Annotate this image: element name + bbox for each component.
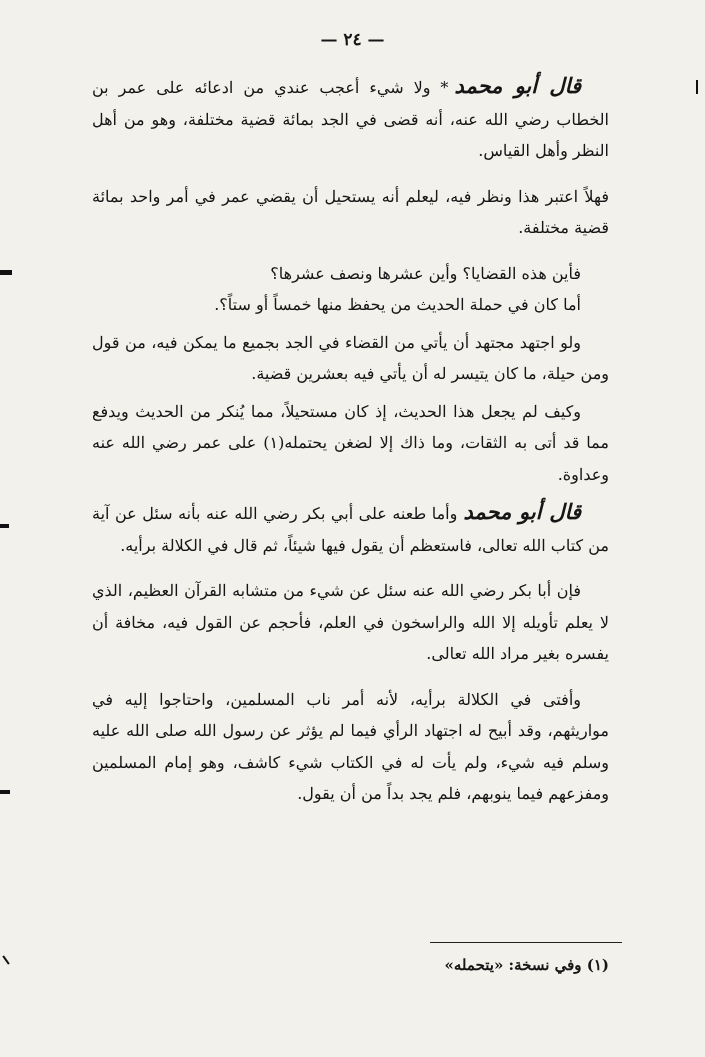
footnote-divider bbox=[430, 942, 622, 943]
speaker-label: قال أبو محمد bbox=[463, 499, 582, 524]
paragraph-1 bbox=[92, 70, 609, 167]
speaker-label: قال أبو محمد bbox=[454, 73, 582, 98]
paragraph-6: وكيف لم يجعل هذا الحديث، إذ كان مستحيلاً، مما يُنكر من الحديث ويدفع مما قد أتى به الثقات، وما ذاك إلا لضغن يحتمله(١) على عمر رضي الله عنه وعداوة. bbox=[92, 401, 609, 484]
paragraph-7 bbox=[92, 496, 609, 561]
scan-mark bbox=[0, 790, 10, 794]
paragraph-4: أما كان في حملة الحديث من يحفظ منها خمساً أو ستاً؟. bbox=[214, 295, 581, 314]
main-text bbox=[92, 70, 609, 810]
scan-mark bbox=[0, 270, 12, 275]
paragraph-text: وأما طعنه على أبي بكر رضي الله عنه بأنه سئل عن آية من كتاب الله تعالى، فاستعظم أن يقول فيها شيئاً، ثم قال في الكلالة برأيه. bbox=[92, 504, 609, 555]
scan-mark bbox=[696, 80, 698, 94]
paragraph-5: ولو اجتهد مجتهد أن يأتي من القضاء في الجد بجميع ما يمكن فيه، من قول ومن حيلة، ما كان يتيسر له أن يأتي فيه بعشرين قضية. bbox=[92, 332, 609, 383]
page-number: — ٢٤ — bbox=[320, 30, 385, 50]
footnote: (١) وفي نسخة: «يتحمله» bbox=[444, 956, 609, 974]
scan-mark bbox=[0, 524, 9, 528]
paragraph-8: فإن أبا بكر رضي الله عنه سئل عن شيء من متشابه القرآن العظيم، الذي لا يعلم تأويله إلا الله والراسخون في العلم، فأحجم عن القول فيه، مخافة أن يفسره بغير مراد الله تعالى. bbox=[92, 581, 609, 663]
paragraph-text: * ولا شيء أعجب عندي من ادعائه على عمر بن الخطاب رضي الله عنه، أنه قضى في الجد بمائة قضية مختلفة، وهو من أهل النظر وأهل القياس. bbox=[92, 78, 610, 160]
scan-mark bbox=[2, 955, 9, 964]
paragraph-9: وأفتى في الكلالة برأيه، لأنه أمر ناب المسلمين، واحتاجوا إليه في مواريثهم، وقد أبيح له اجتهاد الرأي فيما لم يؤثر عن رسول الله صلى الله عليه وسلم فيه شيء، ولم يأت له في الكتاب شيء كاشف، وهو إمام المسلمين ومفزعهم فيما ينوبهم، فلم يجد بداً من أن يقول. bbox=[92, 689, 609, 803]
paragraph-2: فهلاً اعتبر هذا ونظر فيه، ليعلم أنه يستحيل أن يقضي عمر في أمر واحد بمائة قضية مختلفة. bbox=[92, 186, 609, 237]
paragraph-3: فأين هذه القضايا؟ وأين عشرها ونصف عشرها؟ bbox=[270, 263, 581, 283]
